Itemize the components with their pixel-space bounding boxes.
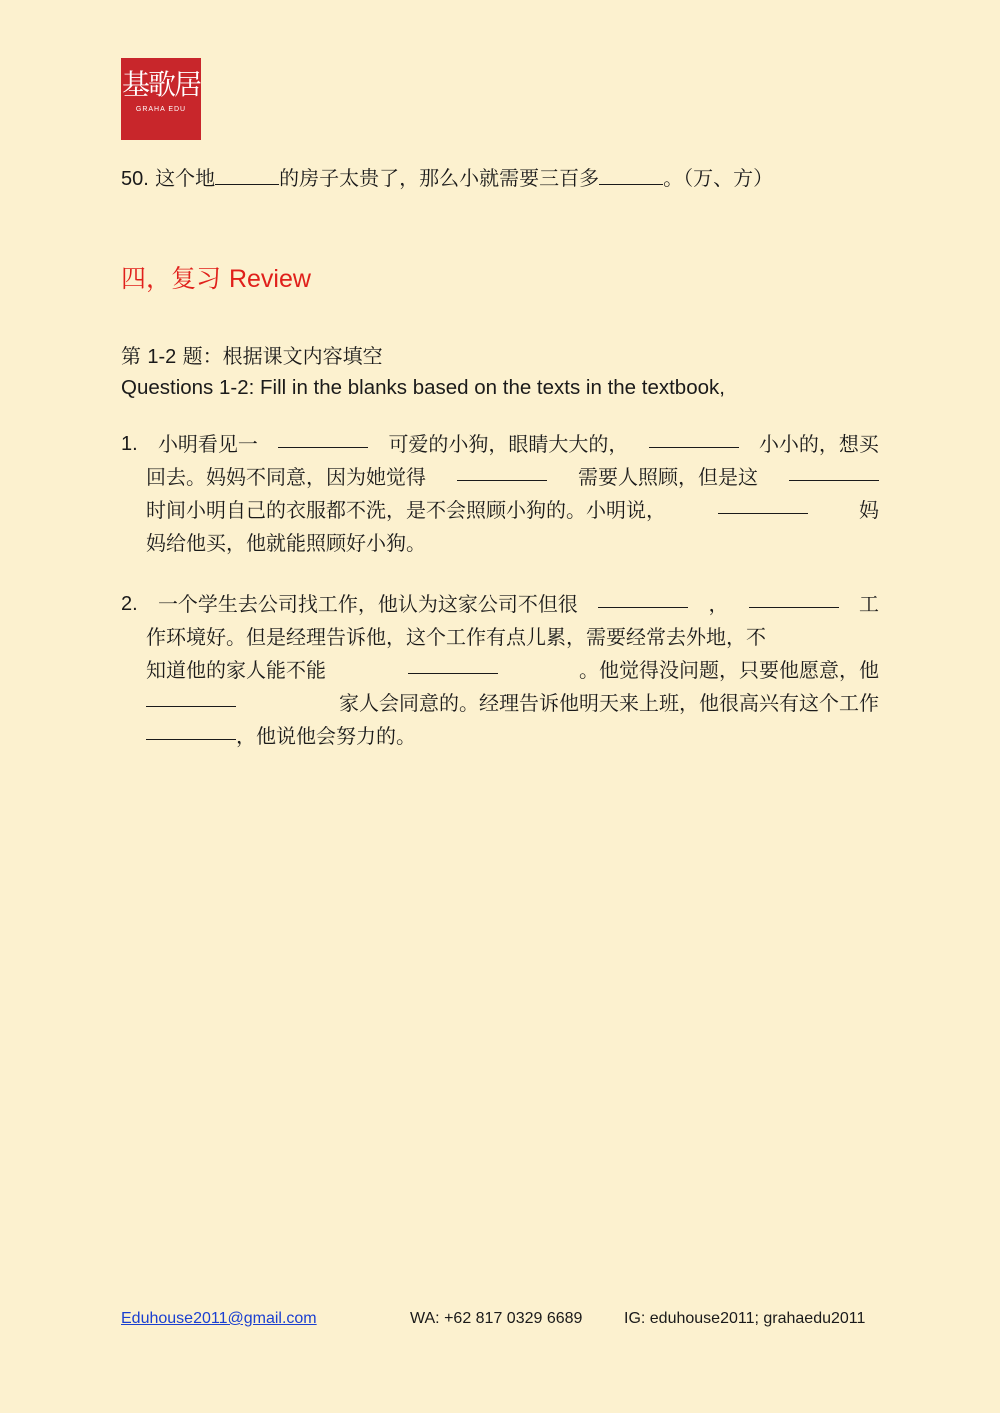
blank[interactable] bbox=[599, 165, 663, 185]
exercise-text: 需要人照顾，但是这 bbox=[578, 465, 758, 489]
exercise-line bbox=[121, 527, 879, 560]
instructions-en: Questions 1-2: Fill in the blanks based on the texts in the textbook, bbox=[121, 376, 725, 399]
exercise-text: ， bbox=[708, 592, 729, 616]
logo-glyphs: 基歌居 bbox=[121, 68, 200, 101]
exercise-text: 。他觉得没问题，只要他愿意，他 bbox=[579, 658, 879, 682]
exercise-text: 可爱的小狗，眼睛大大的， bbox=[388, 432, 629, 456]
exercise-1 bbox=[121, 428, 879, 560]
exercise-text: 时间小明自己的衣服都不洗，是不会照顾小狗的。小明说， bbox=[146, 498, 666, 522]
logo-subtitle: GRAHA EDU bbox=[135, 106, 187, 113]
section-title-zh: 四，复习 bbox=[121, 264, 222, 293]
exercise-2 bbox=[121, 588, 879, 753]
exercise-text: 妈 bbox=[859, 498, 879, 522]
blank[interactable] bbox=[146, 720, 236, 740]
instagram-contact: IG: eduhouse2011; grahaedu2011 bbox=[624, 1310, 866, 1327]
exercise-line bbox=[121, 654, 879, 687]
instructions-number: 1-2 bbox=[147, 346, 177, 368]
exercise-line bbox=[121, 621, 879, 654]
exercise-text: 家人会同意的。经理告诉他明天来上班，他很高兴有这个工作 bbox=[339, 691, 879, 715]
question-text: 。（万、方） bbox=[663, 166, 774, 190]
exercise-text: 知道他的家人能不能 bbox=[146, 658, 326, 682]
graha-edu-logo bbox=[121, 58, 201, 140]
exercise-text: 作环境好。但是经理告诉他，这个工作有点儿累，需要经常去外地，不 bbox=[146, 625, 766, 649]
exercise-line bbox=[121, 461, 879, 494]
blank[interactable] bbox=[598, 588, 688, 608]
exercise-line bbox=[121, 428, 879, 461]
blank[interactable] bbox=[718, 494, 808, 514]
exercise-text: 回去。妈妈不同意，因为她觉得 bbox=[146, 465, 426, 489]
section-title-en: Review bbox=[228, 265, 311, 293]
instructions-text: 题：根据课文内容填空 bbox=[182, 344, 383, 368]
blank[interactable] bbox=[749, 588, 839, 608]
exercise-text: ，他说他会努力的。 bbox=[236, 724, 416, 748]
section-title bbox=[121, 259, 311, 295]
exercise-text: 小小的，想买 bbox=[758, 432, 879, 456]
question-50 bbox=[121, 162, 773, 195]
blank[interactable] bbox=[146, 687, 236, 707]
blank[interactable] bbox=[278, 428, 368, 448]
exercise-text: 妈给他买，他就能照顾好小狗。 bbox=[146, 531, 426, 555]
exercise-number: 1. bbox=[121, 433, 138, 455]
blank[interactable] bbox=[215, 165, 279, 185]
question-number: 50. bbox=[121, 168, 149, 190]
blank[interactable] bbox=[649, 428, 739, 448]
exercise-text: 一个学生去公司找工作，他认为这家公司不但很 bbox=[157, 592, 578, 616]
exercise-text: 工 bbox=[858, 592, 879, 616]
exercise-line bbox=[121, 588, 879, 621]
exercise-number: 2. bbox=[121, 593, 138, 615]
blank[interactable] bbox=[789, 461, 879, 481]
exercise-line bbox=[121, 720, 879, 753]
exercise-text: 小明看见一 bbox=[157, 432, 258, 456]
instructions-text: 第 bbox=[121, 344, 141, 368]
exercise-line bbox=[121, 687, 879, 720]
exercise-line bbox=[121, 494, 879, 527]
blank[interactable] bbox=[457, 461, 547, 481]
blank[interactable] bbox=[408, 654, 498, 674]
question-text: 的房子太贵了，那么小就需要三百多 bbox=[279, 166, 600, 190]
email-link[interactable]: Eduhouse2011@gmail.com bbox=[121, 1310, 317, 1327]
instructions-zh bbox=[121, 341, 383, 372]
whatsapp-contact: WA: +62 817 0329 6689 bbox=[410, 1310, 583, 1327]
question-text: 这个地 bbox=[155, 166, 216, 190]
